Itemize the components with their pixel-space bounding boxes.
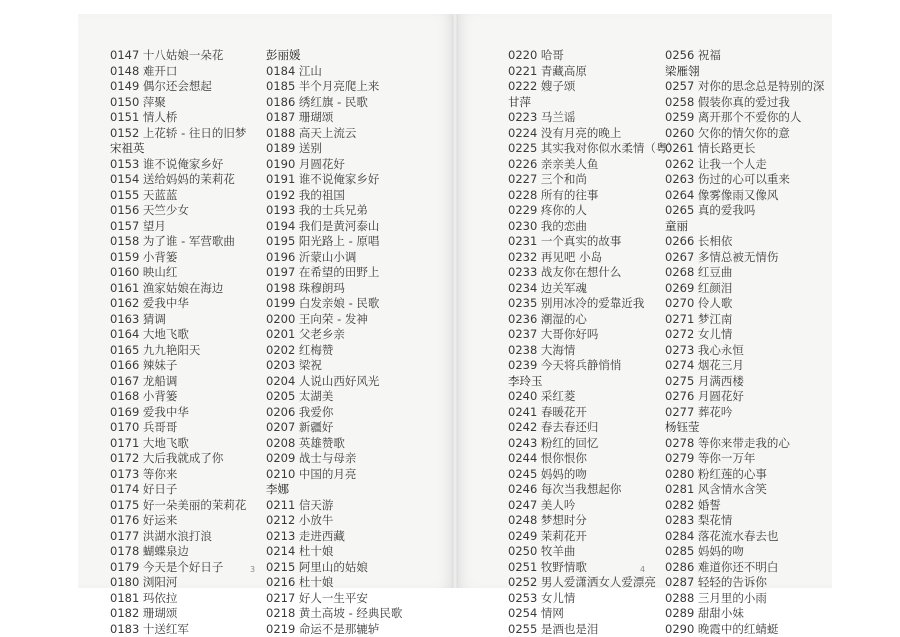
song-entry: 0287 轻轻的告诉你 [665, 575, 824, 591]
book-gutter [452, 14, 458, 588]
song-entry: 0280 粉红莲的心事 [665, 467, 824, 483]
song-entry: 0176 好运来 [110, 513, 246, 529]
song-entry: 0211 信天游 [266, 498, 402, 514]
song-entry: 0284 落花流水春去也 [665, 529, 824, 545]
song-entry: 0173 等你来 [110, 467, 246, 483]
song-entry: 0269 红颜泪 [665, 281, 824, 297]
song-entry: 0203 梁祝 [266, 358, 402, 374]
song-entry: 0164 大地飞歌 [110, 327, 246, 343]
singer-heading: 李娜 [266, 482, 402, 498]
song-entry: 0237 大哥你好吗 [508, 327, 679, 343]
song-entry: 0213 走进西藏 [266, 529, 402, 545]
song-entry: 0286 难道你还不明白 [665, 560, 824, 576]
song-entry: 0195 阳光路上 - 原唱 [266, 234, 402, 250]
song-entry: 0212 小放牛 [266, 513, 402, 529]
song-entry: 0159 小背篓 [110, 250, 246, 266]
singer-heading: 甘萍 [508, 95, 679, 111]
song-entry: 0239 今天将兵静悄悄 [508, 358, 679, 374]
song-entry: 0229 疼你的人 [508, 203, 679, 219]
song-entry: 0259 离开那个不爱你的人 [665, 110, 824, 126]
song-entry: 0275 月满西楼 [665, 374, 824, 390]
page-number: 3 [250, 565, 255, 574]
song-entry: 0249 茉莉花开 [508, 529, 679, 545]
song-entry: 0234 边关军魂 [508, 281, 679, 297]
singer-heading: 彭丽媛 [266, 48, 402, 64]
song-entry: 0199 白发亲娘 - 民歌 [266, 296, 402, 312]
song-entry: 0163 猜调 [110, 312, 246, 328]
song-entry: 0153 谁不说俺家乡好 [110, 157, 246, 173]
song-entry: 0175 好一朵美丽的茉莉花 [110, 498, 246, 514]
song-entry: 0169 爱我中华 [110, 405, 246, 421]
song-entry: 0150 萍聚 [110, 95, 246, 111]
song-entry: 0289 甜甜小妹 [665, 606, 824, 622]
song-entry: 0149 偶尔还会想起 [110, 79, 246, 95]
song-entry: 0185 半个月亮爬上来 [266, 79, 402, 95]
singer-heading: 梁雁翎 [665, 64, 824, 80]
song-entry: 0226 亲亲美人鱼 [508, 157, 679, 173]
song-entry: 0232 再见吧 小岛 [508, 250, 679, 266]
song-entry: 0252 男人爱潇洒女人爱漂亮 [508, 575, 679, 591]
song-entry: 0182 珊瑚颂 [110, 606, 246, 622]
singer-heading: 李玲玉 [508, 374, 679, 390]
song-entry: 0222 嫂子颂 [508, 79, 679, 95]
song-entry: 0251 牧野情歌 [508, 560, 679, 576]
song-entry: 0198 珠穆朗玛 [266, 281, 402, 297]
song-entry: 0254 情网 [508, 606, 679, 622]
song-entry: 0207 新疆好 [266, 420, 402, 436]
song-entry: 0227 三个和尚 [508, 172, 679, 188]
song-entry: 0278 等你来带走我的心 [665, 436, 824, 452]
song-entry: 0189 送别 [266, 141, 402, 157]
song-entry: 0161 渔家姑娘在海边 [110, 281, 246, 297]
song-entry: 0193 我的士兵兄弟 [266, 203, 402, 219]
song-entry: 0162 爱我中华 [110, 296, 246, 312]
song-entry: 0263 伤过的心可以重来 [665, 172, 824, 188]
song-entry: 0256 祝福 [665, 48, 824, 64]
song-entry: 0197 在希望的田野上 [266, 265, 402, 281]
song-entry: 0268 红豆曲 [665, 265, 824, 281]
singer-heading: 杨钰莹 [665, 420, 824, 436]
song-entry: 0205 太湖美 [266, 389, 402, 405]
song-entry: 0250 牧羊曲 [508, 544, 679, 560]
song-entry: 0245 妈妈的吻 [508, 467, 679, 483]
song-entry: 0194 我们是黄河泰山 [266, 219, 402, 235]
song-entry: 0184 江山 [266, 64, 402, 80]
song-entry: 0192 我的祖国 [266, 188, 402, 204]
song-entry: 0183 十送红军 [110, 622, 246, 637]
song-entry: 0281 风含情水含笑 [665, 482, 824, 498]
song-entry: 0223 马兰谣 [508, 110, 679, 126]
song-entry: 0264 像雾像雨又像风 [665, 188, 824, 204]
song-entry: 0157 望月 [110, 219, 246, 235]
song-entry: 0216 杜十娘 [266, 575, 402, 591]
song-entry: 0225 其实我对你似水柔情（粤） [508, 141, 679, 157]
song-entry: 0219 命运不是那辘轳 [266, 622, 402, 637]
song-entry: 0279 等你一万年 [665, 451, 824, 467]
song-entry: 0186 绣红旗 - 民歌 [266, 95, 402, 111]
song-entry: 0202 红梅赞 [266, 343, 402, 359]
song-entry: 0255 是酒也是泪 [508, 622, 679, 637]
song-entry: 0208 英雄赞歌 [266, 436, 402, 452]
song-entry: 0285 妈妈的吻 [665, 544, 824, 560]
song-entry: 0260 欠你的情欠你的意 [665, 126, 824, 142]
song-entry: 0179 今天是个好日子 [110, 560, 246, 576]
song-entry: 0277 葬花吟 [665, 405, 824, 421]
song-entry: 0151 情人桥 [110, 110, 246, 126]
song-entry: 0190 月圆花好 [266, 157, 402, 173]
song-column [110, 48, 246, 637]
song-entry: 0290 晚霞中的红蜻蜓 [665, 622, 824, 637]
song-entry: 0283 梨花情 [665, 513, 824, 529]
song-entry: 0200 王向荣 - 发神 [266, 312, 402, 328]
song-entry: 0261 情长路更长 [665, 141, 824, 157]
song-entry: 0148 难开口 [110, 64, 246, 80]
song-entry: 0257 对你的思念总是特别的深 [665, 79, 824, 95]
song-entry: 0243 粉红的回忆 [508, 436, 679, 452]
song-entry: 0171 大地飞歌 [110, 436, 246, 452]
song-entry: 0217 好人一生平安 [266, 591, 402, 607]
song-entry: 0167 龙船调 [110, 374, 246, 390]
left-page [78, 14, 455, 588]
singer-heading: 宋祖英 [110, 141, 246, 157]
song-entry: 0188 高天上流云 [266, 126, 402, 142]
right-page [455, 14, 832, 588]
song-entry: 0166 辣妹子 [110, 358, 246, 374]
song-entry: 0181 玛依拉 [110, 591, 246, 607]
song-entry: 0230 我的恋曲 [508, 219, 679, 235]
song-entry: 0168 小背篓 [110, 389, 246, 405]
song-entry: 0253 女儿情 [508, 591, 679, 607]
song-entry: 0282 婚誓 [665, 498, 824, 514]
song-entry: 0221 青藏高原 [508, 64, 679, 80]
song-column [266, 48, 402, 637]
song-entry: 0276 月圆花好 [665, 389, 824, 405]
song-entry: 0152 上花轿 - 往日的旧梦 [110, 126, 246, 142]
book-spread [78, 14, 832, 588]
song-entry: 0170 兵哥哥 [110, 420, 246, 436]
song-entry: 0154 送给妈妈的茉莉花 [110, 172, 246, 188]
song-entry: 0187 珊瑚颂 [266, 110, 402, 126]
song-entry: 0215 阿里山的姑娘 [266, 560, 402, 576]
song-entry: 0273 我心永恒 [665, 343, 824, 359]
song-entry: 0196 沂蒙山小调 [266, 250, 402, 266]
song-entry: 0165 九九艳阳天 [110, 343, 246, 359]
song-entry: 0178 蝴蝶泉边 [110, 544, 246, 560]
song-column [508, 48, 679, 637]
song-entry: 0231 一个真实的故事 [508, 234, 679, 250]
song-entry: 0246 每次当我想起你 [508, 482, 679, 498]
song-entry: 0220 哈哥 [508, 48, 679, 64]
song-entry: 0158 为了谁 - 军营歌曲 [110, 234, 246, 250]
song-entry: 0191 谁不说俺家乡好 [266, 172, 402, 188]
song-entry: 0265 真的爱我吗 [665, 203, 824, 219]
song-entry: 0177 洪湖水浪打浪 [110, 529, 246, 545]
song-entry: 0218 黄土高坡 - 经典民歌 [266, 606, 402, 622]
song-entry: 0209 战士与母亲 [266, 451, 402, 467]
song-entry: 0248 梦想时分 [508, 513, 679, 529]
song-entry: 0233 战友你在想什么 [508, 265, 679, 281]
song-entry: 0201 父老乡亲 [266, 327, 402, 343]
song-entry: 0147 十八姑娘一朵花 [110, 48, 246, 64]
song-column [665, 48, 824, 637]
song-entry: 0274 烟花三月 [665, 358, 824, 374]
song-entry: 0271 梦江南 [665, 312, 824, 328]
song-entry: 0270 伶人歌 [665, 296, 824, 312]
page-number: 4 [640, 565, 645, 574]
song-entry: 0210 中国的月亮 [266, 467, 402, 483]
song-entry: 0262 让我一个人走 [665, 157, 824, 173]
song-entry: 0224 没有月亮的晚上 [508, 126, 679, 142]
song-entry: 0247 美人吟 [508, 498, 679, 514]
song-entry: 0156 天竺少女 [110, 203, 246, 219]
song-entry: 0174 好日子 [110, 482, 246, 498]
song-entry: 0240 采红菱 [508, 389, 679, 405]
song-entry: 0206 我爱你 [266, 405, 402, 421]
song-entry: 0204 人说山西好风光 [266, 374, 402, 390]
song-entry: 0172 大后我就成了你 [110, 451, 246, 467]
song-entry: 0180 浏阳河 [110, 575, 246, 591]
song-entry: 0288 三月里的小雨 [665, 591, 824, 607]
song-entry: 0272 女儿情 [665, 327, 824, 343]
song-entry: 0244 恨你恨你 [508, 451, 679, 467]
song-entry: 0266 长相依 [665, 234, 824, 250]
song-entry: 0241 春暖花开 [508, 405, 679, 421]
song-entry: 0242 春去春还归 [508, 420, 679, 436]
song-entry: 0267 多情总被无情伤 [665, 250, 824, 266]
song-entry: 0258 假装你真的爱过我 [665, 95, 824, 111]
song-entry: 0214 杜十娘 [266, 544, 402, 560]
singer-heading: 童丽 [665, 219, 824, 235]
song-entry: 0228 所有的往事 [508, 188, 679, 204]
song-entry: 0160 映山红 [110, 265, 246, 281]
song-entry: 0236 潮湿的心 [508, 312, 679, 328]
song-entry: 0238 大海情 [508, 343, 679, 359]
song-entry: 0155 天蓝蓝 [110, 188, 246, 204]
song-entry: 0235 别用冰冷的爱靠近我 [508, 296, 679, 312]
